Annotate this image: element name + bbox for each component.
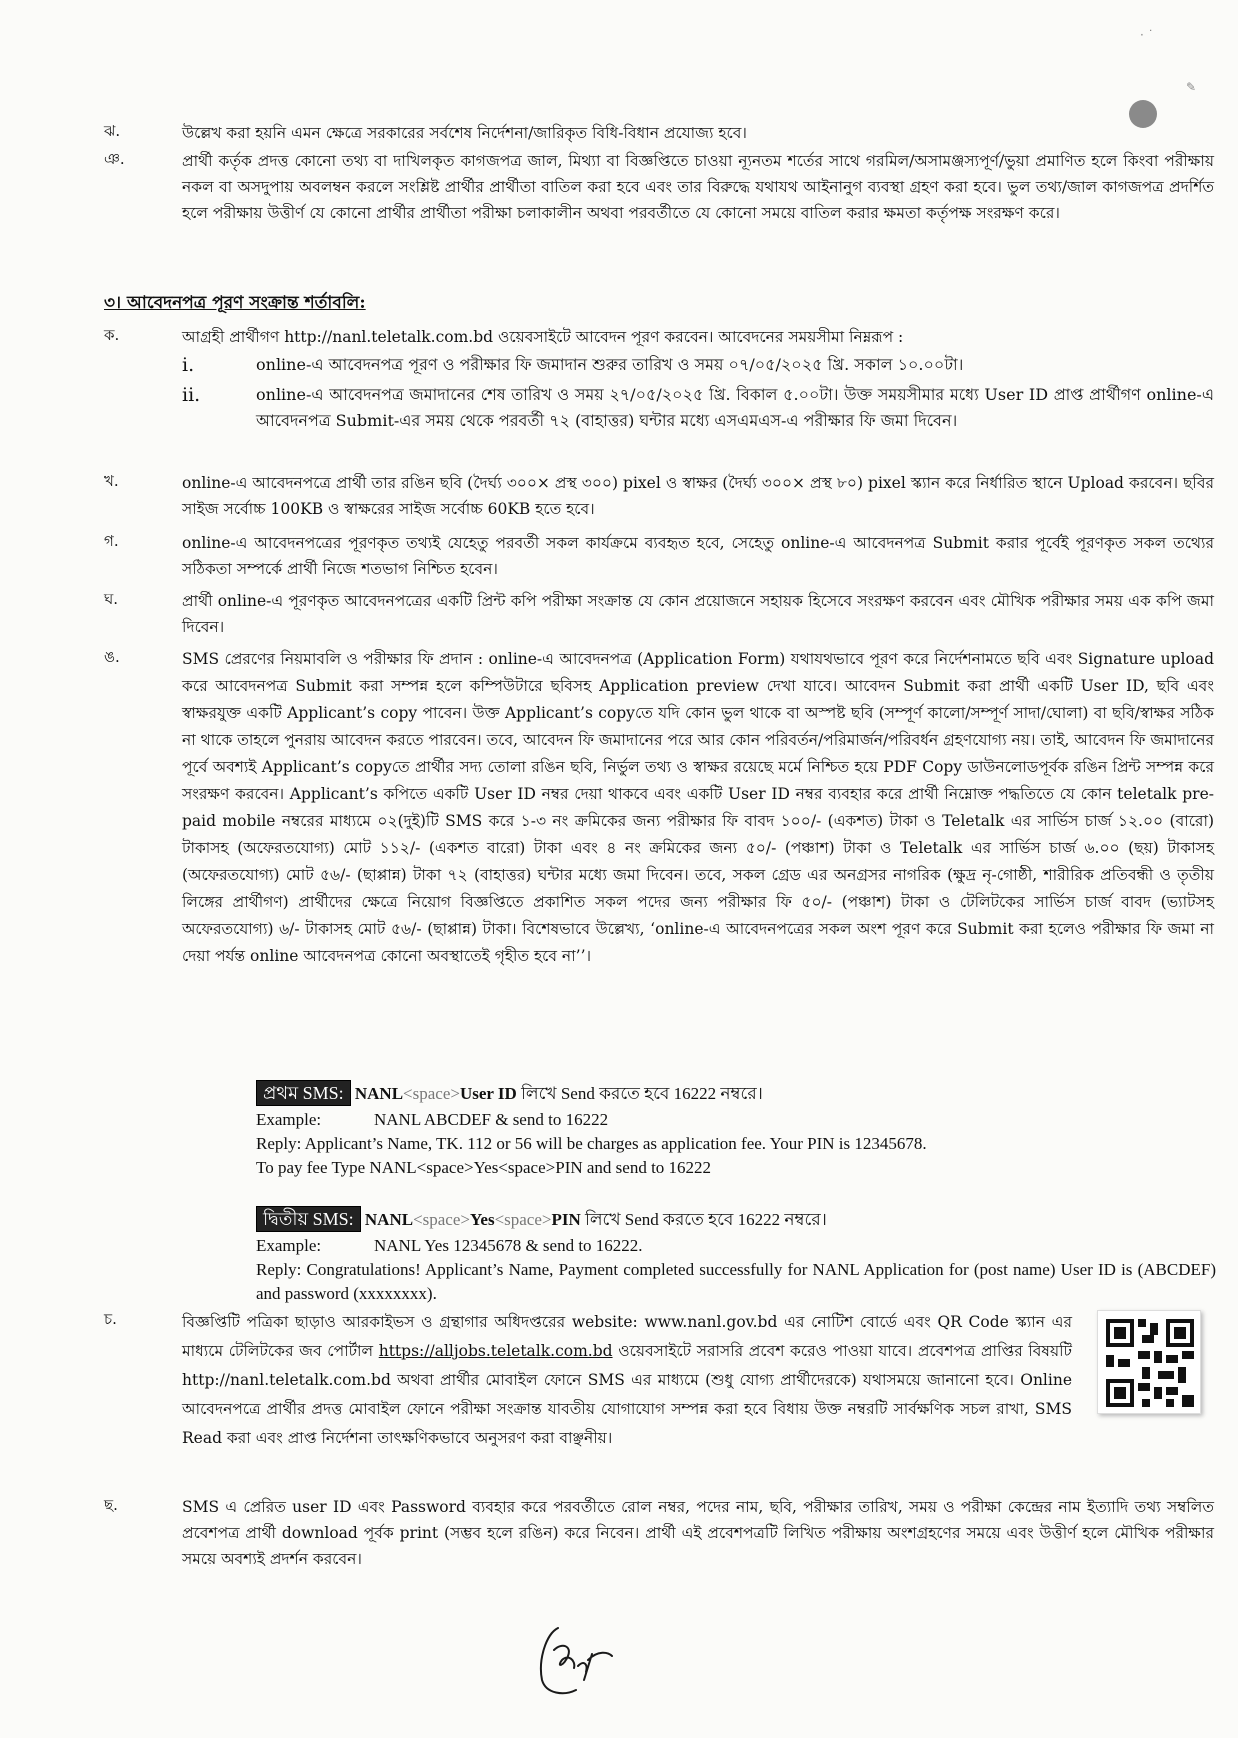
clause-text-part: ওয়েবসাইটে সরাসরি প্রবেশ করেও পাওয়া যাবে। প্রবেশপত্র প্রাপ্তির বিষয়টি http://nanl.teletalk.com.bd অথবা প্রার্থীর মোবাইল ফোনে SMS এর মাধ্যমে (শুধু যোগ্য প্রার্থীদেরকে) যথাসময়ে জানানো হবে। Online আবেদনপত্রে প্রার্থীর প্রদত্ত মোবাইল ফোনে পরীক্ষা সংক্রান্ত যাবতীয় যোগাযোগ সম্পন্ন করা হবে বিধায় উক্ত নম্বরটি সার্বক্ষণিক সচল রাখা, SMS Read করা এবং প্রাপ্ত নির্দেশনা তাৎক্ষণিকভাবে অনুসরণ করা বাঞ্ছনীয়। xyxy=(182,1342,1072,1447)
scan-speck: ✎ xyxy=(1186,80,1197,94)
sms-command: NANL xyxy=(364,1210,414,1229)
sms-reply: Reply: Applicant’s Name, TK. 112 or 56 will be charges as application fee. Your PIN is 12345678. xyxy=(256,1134,927,1153)
example-label: Example: xyxy=(256,1236,322,1255)
sms-command: Yes xyxy=(470,1210,495,1229)
clause-marker: ঘ. xyxy=(104,590,119,608)
sms-instruction: লিখে Send করতে হবে 16222 নম্বরে। xyxy=(580,1210,827,1229)
clause-marker: চ. xyxy=(104,1310,117,1328)
clause-marker: ঙ. xyxy=(104,648,120,666)
sub-item-number: i. xyxy=(182,354,195,376)
qr-code-icon xyxy=(1097,1310,1201,1414)
sms-example: NANL ABCDEF & send to 16222 xyxy=(374,1110,609,1129)
scan-speck: · ˙ xyxy=(1140,28,1154,42)
clause-text: উল্লেখ করা হয়নি এমন ক্ষেত্রে সরকারের সর্বশেষ নির্দেশনা/জারিকৃত বিধি-বিধান প্রযোজ্য হবে। xyxy=(182,124,747,142)
sms-space-token: <space> xyxy=(403,1084,460,1103)
sub-item-text: online-এ আবেদনপত্র পূরণ ও পরীক্ষার ফি জমাদান শুরুর তারিখ ও সময় ০৭/০৫/২০২৫ খ্রি. সকাল ১০.০০টা। xyxy=(256,355,964,374)
sub-item-number: ii. xyxy=(182,384,201,406)
clause-text: SMS প্রেরণের নিয়মাবলি ও পরীক্ষার ফি প্রদান : online-এ আবেদনপত্র (Application Form) যথাযথভাবে পূরণ করে নির্দেশনামতে ছবি এবং Signature upload করে আবেদনপত্র Submit করা সম্পন্ন হলে কম্পিউটারে ছবিসহ Application preview দেখা যাবে। আবেদন Submit করা প্রার্থী একটি User ID, ছবি এবং স্বাক্ষরযুক্ত একটি Applicant’s copy পাবেন। উক্ত Applicant’s copyতে যদি কোন ভুল থাকে বা অস্পষ্ট ছবি (সম্পূর্ণ কালো/সম্পূর্ণ সাদা/ঘোলা) বা ছবি/স্বাক্ষর সঠিক না থাকে তাহলে পুনরায় আবেদন করতে পারবেন। তবে, আবেদন ফি জমাদানের পরে আর কোন পরিবর্তন/পরিমার্জন/পরিবর্ধন গ্রহণযোগ্য নয়। তাই, আবেদন ফি জমাদানের পূর্বে অবশ্যই Applicant’s copyতে প্রার্থীর সদ্য তোলা রঙিন ছবি, নির্ভুল তথ্য ও স্বাক্ষর রয়েছে মর্মে নিশ্চিত হয়ে PDF Copy ডাউনলোডপূর্বক রঙিন প্রিন্ট সম্পন্ন করে সংরক্ষণ করবেন। Applicant’s কপিতে একটি User ID নম্বর দেয়া থাকবে এবং একটি User ID নম্বর ব্যবহার করে প্রার্থী নিম্নোক্ত পদ্ধতিতে যে কোন teletalk pre-paid mobile নম্বরের মাধ্যমে ০২(দুই)টি SMS করে ১-৩ নং ক্রমিকের জন্য পরীক্ষার ফি বাবদ ১০০/- (একশত) টাকা ও Teletalk এর সার্ভিস চার্জ ১২.০০ (বারো) টাকাসহ (অফেরতযোগ্য) মোট ১১২/- (একশত বারো) টাকা এবং ৪ নং ক্রমিকের জন্য ৫০/- (পঞ্চাশ) টাকা ও Teletalk এর সার্ভিস চার্জ ৬.০০ (ছয়) টাকাসহ (অফেরতযোগ্য) মোট ৫৬/- (ছাপ্পান্ন) টাকা ৭২ (বাহাত্তর) ঘন্টার মধ্যে জমা দিবেন। তবে, সকল গ্রেড এর অনগ্রসর নাগরিক (ক্ষুদ্র নৃ-গোষ্ঠী, শারীরিক প্রতিবন্ধী ও তৃতীয় লিঙ্গের প্রার্থীগণ) প্রার্থীদের ক্ষেত্রে নিয়োগ বিজ্ঞপ্তিতে প্রকাশিত সকল পদের জন্য পরীক্ষার ফি ৫০/- (পঞ্চাশ) টাকা ও টেলিটকের সার্ভিস চার্জ বাবদ (ভ্যাটসহ অফেরতযোগ্য) ৬/- টাকাসহ মোট ৫৬/- (ছাপ্পান্ন) টাকা। বিশেষভাবে উল্লেখ্য, ‘online-এ আবেদনপত্রের সকল অংশ পূরণ করে Submit করা হলেও পরীক্ষার ফি জমা না দেয়া পর্যন্ত online আবেদনপত্র কোনো অবস্থাতেই গৃহীত হবে না’’। xyxy=(182,650,1214,965)
clause-text: online-এ আবেদনপত্রের পূরণকৃত তথ্যই যেহেতু পরবর্তী সকল কার্যক্রমে ব্যবহৃত হবে, সেহেতু online-এ আবেদনপত্র Submit করার পূর্বেই পূরণকৃত সকল তথ্যের সঠিকতা সম্পর্কে প্রার্থী নিজে শতভাগ নিশ্চিত হবেন। xyxy=(182,534,1214,578)
example-label: Example: xyxy=(256,1110,322,1129)
sub-item-text: online-এ আবেদনপত্র জমাদানের শেষ তারিখ ও সময় ২৭/০৫/২০২৫ খ্রি. বিকাল ৫.০০টা। উক্ত সময়সীমার মধ্যে User ID প্রাপ্ত প্রার্থীগণ online-এ আবেদনপত্র Submit-এর সময় থেকে পরবর্তী ৭২ (বাহাত্তর) ঘন্টার মধ্যে এসএমএস-এ পরীক্ষার ফি জমা দিবেন। xyxy=(256,385,1214,430)
clause-text: online-এ আবেদনপত্রে প্রার্থী তার রঙিন ছবি (দৈর্ঘ্য ৩০০× প্রস্থ ৩০০) pixel ও স্বাক্ষর (দৈর্ঘ্য ৩০০× প্রস্থ ৮০) pixel স্ক্যান করে নির্ধারিত স্থানে Upload করবেন। ছবির সাইজ সর্বোচ্চ 100KB ও স্বাক্ষরের সাইজ সর্বোচ্চ 60KB হতে হবে। xyxy=(182,474,1214,518)
section-heading: ৩। আবেদনপত্র পূরণ সংক্রান্ত শর্তাবলি: xyxy=(104,293,366,313)
sms-command: User ID xyxy=(459,1084,517,1103)
sms-block-first xyxy=(256,1080,1216,1180)
sms-command: PIN xyxy=(551,1210,581,1229)
sms-example: NANL Yes 12345678 & send to 16222. xyxy=(374,1236,643,1255)
clause-text: SMS এ প্রেরিত user ID এবং Password ব্যবহার করে পরবর্তীতে রোল নম্বর, পদের নাম, ছবি, পরীক্ষার তারিখ, সময় ও পরীক্ষা কেন্দ্রের নাম ইত্যাদি তথ্য সম্বলিত প্রবেশপত্র প্রার্থী download পূর্বক print (সম্ভব হলে রঙিন) করে নিবেন। প্রার্থী এই প্রবেশপত্রটি লিখিত পরীক্ষায় অংশগ্রহণের সময়ে এবং উত্তীর্ণ হলে মৌখিক পরীক্ষার সময়ে অবশ্যই প্রদর্শন করবেন। xyxy=(182,1498,1214,1568)
sms-space-token: <space> xyxy=(413,1210,470,1229)
sms-block-second xyxy=(256,1206,1216,1306)
sms-command: NANL xyxy=(354,1084,404,1103)
clause-marker: গ. xyxy=(104,532,119,550)
sms-tag: প্রথম SMS: xyxy=(256,1080,351,1106)
clause-text-part: বিজ্ঞপ্তিটি পত্রিকা ছাড়াও আরকাইভস ও গ্রন্থাগার অধিদপ্তরের website: www.nanl.gov.bd এর নোটিশ বোর্ডে এবং QR Code স্ক্যান এর মাধ্যমে টেলিটকের জব পোর্টাল xyxy=(182,1313,1072,1360)
clause-marker: খ. xyxy=(104,472,119,490)
clause-marker: ক. xyxy=(104,326,120,344)
handwritten-signature xyxy=(528,1620,618,1700)
clause-marker: ঞ. xyxy=(104,150,125,168)
clause-text: প্রার্থী online-এ পূরণকৃত আবেদনপত্রের একটি প্রিন্ট কপি পরীক্ষা সংক্রান্ত যে কোন প্রয়োজনে সহায়ক হিসেবে সংরক্ষণ করবেন এবং মৌখিক পরীক্ষার সময় এক কপি জমা দিবেন। xyxy=(182,592,1214,636)
clause-text: আগ্রহী প্রার্থীগণ http://nanl.teletalk.com.bd ওয়েবসাইটে আবেদন পূরণ করবেন। আবেদনের সময়সীমা নিম্নরূপ : xyxy=(182,328,904,346)
clause-marker: ছ. xyxy=(104,1496,118,1514)
sms-reply: Reply: Congratulations! Applicant’s Name, Payment completed successfully for NANL Application for (post name) User ID is (ABCDEF) and password (xxxxxxxx). xyxy=(256,1260,1216,1303)
sms-space-token: <space> xyxy=(494,1210,552,1229)
sms-instruction: লিখে Send করতে হবে 16222 নম্বরে। xyxy=(516,1084,763,1103)
sms-pay-instruction: To pay fee Type NANL<space>Yes<space>PIN and send to 16222 xyxy=(256,1158,712,1177)
sms-tag: দ্বিতীয় SMS: xyxy=(256,1206,361,1232)
clause-text: প্রার্থী কর্তৃক প্রদত্ত কোনো তথ্য বা দাখিলকৃত কাগজপত্র জাল, মিথ্যা বা বিজ্ঞপ্তিতে চাওয়া ন্যূনতম শর্তের সাথে গরমিল/অসামঞ্জস্যপূর্ণ/ভুয়া প্রমাণিত হলে কিংবা পরীক্ষায় নকল বা অসদুপায় অবলম্বন করলে সংশ্লিষ্ট প্রার্থীর প্রার্থীতা বাতিল করা হবে এবং তার বিরুদ্ধে যথাযথ আইনানুগ ব্যবস্থা গ্রহণ করা হবে। ভুল তথ্য/জাল কাগজপত্র প্রদর্শিত হলে পরীক্ষায় উত্তীর্ণ যে কোনো প্রার্থীর প্রার্থীতা পরীক্ষা চলাকালীন অথবা পরবর্তীতে যে কোনো সময়ে বাতিল করার ক্ষমতা কর্তৃপক্ষ সংরক্ষণ করে। xyxy=(182,152,1214,222)
clause-text xyxy=(182,1308,1072,1453)
clause-marker: ঝ. xyxy=(104,122,121,140)
job-portal-link[interactable]: https://alljobs.teletalk.com.bd xyxy=(378,1342,613,1360)
